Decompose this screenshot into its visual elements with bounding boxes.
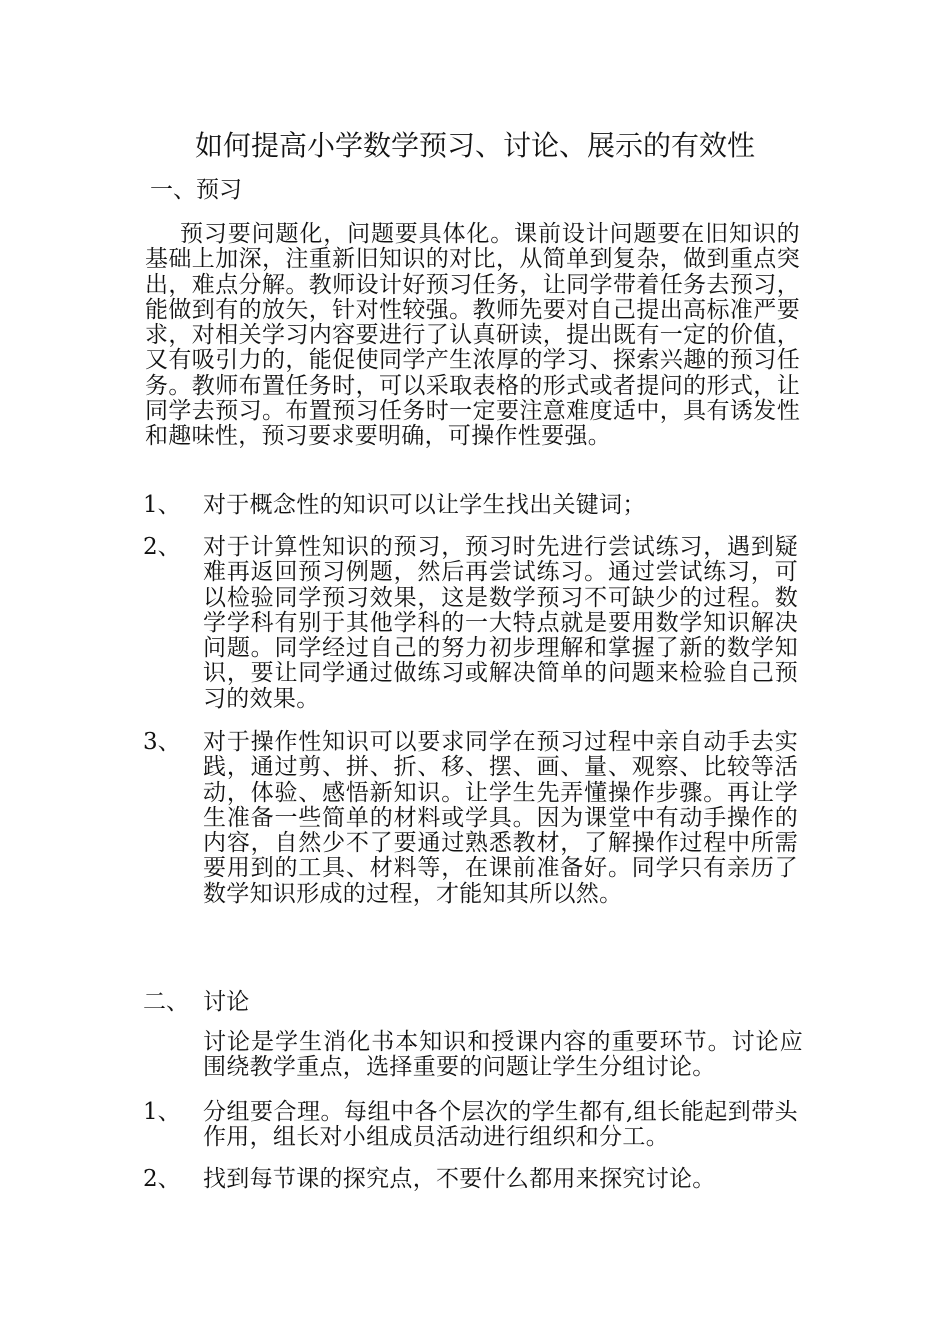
list-item-text: 分组要合理。每组中各个层次的学生都有,组长能起到带头作用，组长对小组成员活动进行组织和分工。 [203,1099,798,1151]
section-heading-number: 二、 [143,989,189,1015]
list-item-number: 2、 [143,1166,181,1192]
list-item-text: 对于概念性的知识可以让学生找出关键词； [203,492,646,518]
list-item-number: 2、 [143,534,181,560]
document-title: 如何提高小学数学预习、讨论、展示的有效性 [194,129,755,162]
section-heading-label: 讨论 [203,989,250,1015]
section-preview-intro: 预习要问题化，问题要具体化。课前设计问题要在旧知识的基础上加深，注重新旧知识的对比，从简单到复杂，做到重点突出，难点分解。教师设计好预习任务，让同学带着任务去预习，能做到有的放矢，针对性较强。教师先要对自己提出高标准严要求，对相关学习内容要进行了认真研读，提出既有一定的价值，又有吸引力的，能促使同学产生浓厚的学习、探索兴趣的预习任务。教师布置任务时，可以采取表格的形式或者提问的形式，让同学去预习。布置预习任务时一定要注意难度适中，具有诱发性和趣味性，预习要求要明确，可操作性要强。 [145,221,800,450]
list-item-text: 找到每节课的探究点，不要什么都用来探究讨论。 [203,1166,716,1192]
list-item-text: 对于计算性知识的预习，预习时先进行尝试练习，遇到疑难再返回预习例题，然后再尝试练习。通过尝试练习，可以检验同学预习效果，这是数学预习不可缺少的过程。数学学科有别于其他学科的一大特点就是要用数学知识解决问题。同学经过自己的努力初步理解和掌握了新的数学知识，要让同学通过做练习或解决简单的问题来检验自己预习的效果。 [203,534,798,712]
list-item-number: 1、 [143,1099,181,1125]
list-item-number: 3、 [143,729,181,755]
section-discussion-intro: 讨论是学生消化书本知识和授课内容的重要环节。讨论应围绕教学重点，选择重要的问题让学生分组讨论。 [203,1029,803,1081]
list-item-text: 对于操作性知识可以要求同学在预习过程中亲自动手去实践，通过剪、拼、折、移、摆、画、量、观察、比较等活动，体验、感悟新知识。让学生先弄懂操作步骤。再让学生准备一些简单的材料或学具。因为课堂中有动手操作的内容，自然少不了要通过熟悉教材，了解操作过程中所需要用到的工具、材料等，在课前准备好。同学只有亲历了数学知识形成的过程，才能知其所以然。 [203,729,798,907]
list-item-number: 1、 [143,492,181,518]
section-heading-preview: 一、预习 [150,177,242,203]
